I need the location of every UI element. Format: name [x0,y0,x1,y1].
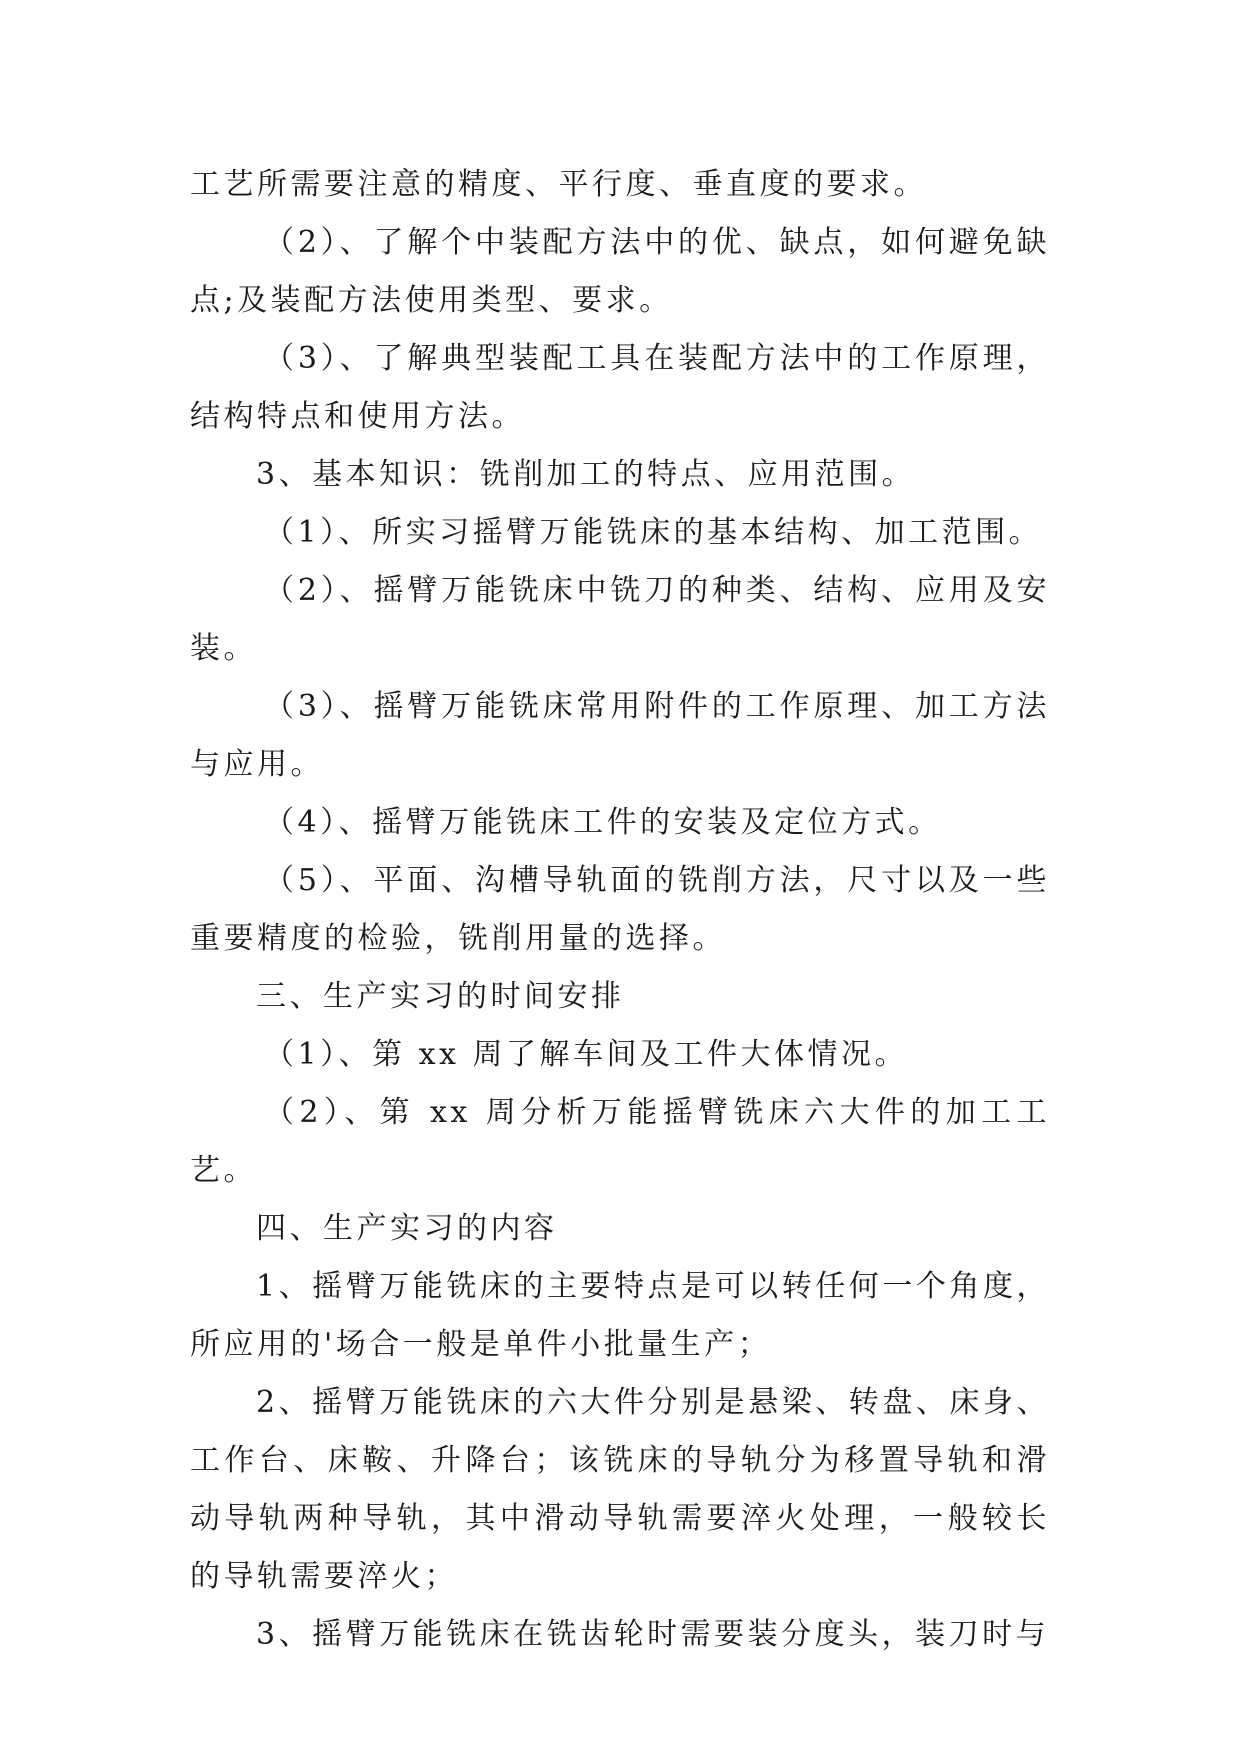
paragraph-5: （1）、所实习摇臂万能铣床的基本结构、加工范围。 [264,515,1043,550]
paragraph-11: （2）、第 xx 周分析万能摇臂铣床六大件的加工工艺。 [190,1095,1050,1188]
paragraph-1: 工艺所需要注意的精度、平行度、垂直度的要求。 [190,167,927,202]
paragraph-12: 1、摇臂万能铣床的主要特点是可以转任何一个角度，所应用的'场合一般是单件小批量生产； [190,1269,1050,1362]
paragraph-14: 3、摇臂万能铣床在铣齿轮时需要装分度头，装刀时与 [256,1617,1050,1652]
section-heading-schedule: 三、生产实习的时间安排 [256,979,625,1014]
paragraph-8: （4）、摇臂万能铣床工件的安装及定位方式。 [264,805,942,840]
paragraph-3: （3）、了解典型装配工具在装配方法中的工作原理，结构特点和使用方法。 [190,341,1050,434]
paragraph-6: （2）、摇臂万能铣床中铣刀的种类、结构、应用及安装。 [190,573,1050,666]
section-heading-content: 四、生产实习的内容 [256,1211,558,1246]
paragraph-9: （5）、平面、沟槽导轨面的铣削方法，尺寸以及一些重要精度的检验，铣削用量的选择。 [190,863,1050,956]
paragraph-2: （2）、了解个中装配方法中的优、缺点，如何避免缺点;及装配方法使用类型、要求。 [190,225,1050,318]
paragraph-7: （3）、摇臂万能铣床常用附件的工作原理、加工方法与应用。 [190,689,1050,782]
paragraph-10: （1）、第 xx 周了解车间及工件大体情况。 [264,1037,908,1072]
document-body [190,156,1050,1664]
paragraph-4: 3、基本知识：铣削加工的特点、应用范围。 [256,457,916,492]
paragraph-13: 2、摇臂万能铣床的六大件分别是悬梁、转盘、床身、工作台、床鞍、升降台；该铣床的导轨分为移置导轨和滑动导轨两种导轨，其中滑动导轨需要淬火处理，一般较长的导轨需要淬火； [190,1385,1050,1594]
